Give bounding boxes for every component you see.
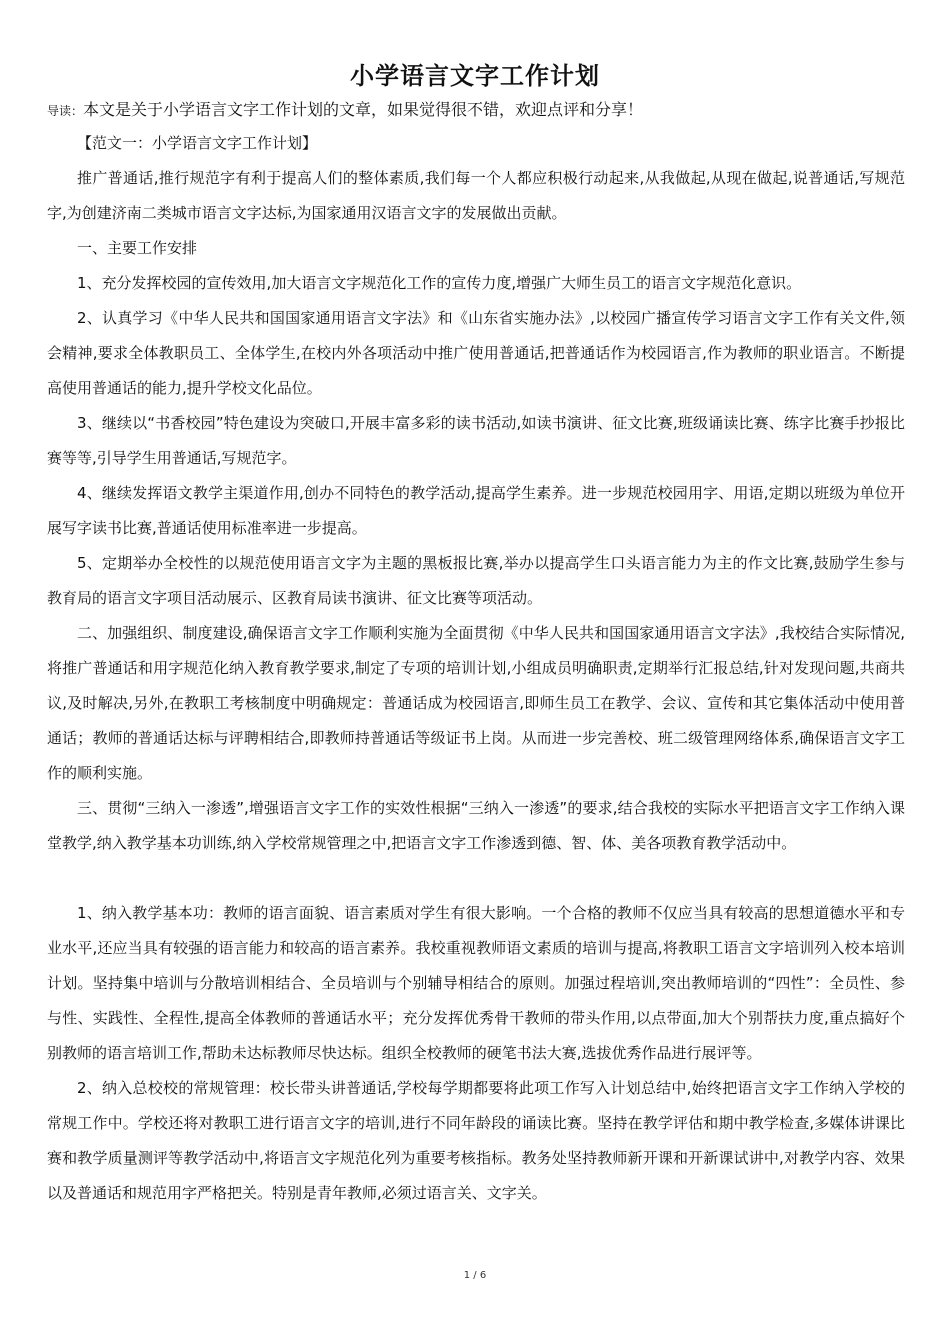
heading-main-arrangements: 一、主要工作安排 xyxy=(77,239,198,257)
lead-text: 本文是关于小学语言文字工作计划的文章，如果觉得很不错，欢迎点评和分享！ xyxy=(83,100,644,119)
document-body xyxy=(47,126,905,1211)
paragraph-item-4: 4、继续发挥语文教学主渠道作用,创办不同特色的教学活动,提高学生素养。进一步规范校园用字、用语,定期以班级为单位开展写字读书比赛,普通话使用标准率进一步提高。 xyxy=(47,484,905,537)
lead-intro xyxy=(47,97,917,120)
paragraph-subitem-2: 2、纳入总校校的常规管理：校长带头讲普通话,学校每学期都要将此项工作写入计划总结中,始终把语言文字工作纳入学校的常规工作中。学校还将对教职工进行语言文字的培训,进行不同年龄段的诵读比赛。坚持在教学评估和期中教学检查,多媒体讲课比赛和教学质量测评等教学活动中,将语言文字规范化列为重要考核指标。教务处坚持教师新开课和开新课试讲中,对教学内容、效果以及普通话和规范用字严格把关。特别是青年教师,必须过语言关、文字关。 xyxy=(47,1079,905,1202)
paragraph-section-three: 三、贯彻“三纳入一渗透”,增强语言文字工作的实效性根据“三纳入一渗透”的要求,结合我校的实际水平把语言文字工作纳入课堂教学,纳入教学基本功训练,纳入学校常规管理之中,把语言文字工作渗透到德、智、体、美各项教育教学活动中。 xyxy=(47,799,905,852)
paragraph-item-2: 2、认真学习《中华人民共和国国家通用语言文字法》和《山东省实施办法》,以校园广播宣传学习语言文字工作有关文件,领会精神,要求全体教职员工、全体学生,在校内外各项活动中推广使用普通话,把普通话作为校园语言,作为教师的职业语言。不断提高使用普通话的能力,提升学校文化品位。 xyxy=(47,309,905,397)
paragraph-item-5: 5、定期举办全校性的以规范使用语言文字为主题的黑板报比赛,举办以提高学生口头语言能力为主的作文比赛,鼓励学生参与教育局的语言文字项目活动展示、区教育局读书演讲、征文比赛等项活动。 xyxy=(47,554,905,607)
paragraph-subitem-1: 1、纳入教学基本功：教师的语言面貌、语言素质对学生有很大影响。一个合格的教师不仅应当具有较高的思想道德水平和专业水平,还应当具有较强的语言能力和较高的语言素养。我校重视教师语文素质的培训与提高,将教职工语言文字培训列入校本培训计划。坚持集中培训与分散培训相结合、全员培训与个别辅导相结合的原则。加强过程培训,突出教师培训的“四性”：全员性、参与性、实践性、全程性,提高全体教师的普通话水平；充分发挥优秀骨干教师的带头作用,以点带面,加大个别帮扶力度,重点搞好个别教师的语言培训工作,帮助未达标教师尽快达标。组织全校教师的硬笔书法大赛,选拔优秀作品进行展评等。 xyxy=(47,904,905,1062)
page-number: 1 / 6 xyxy=(463,1270,487,1281)
paragraph-item-3: 3、继续以“书香校园”特色建设为突破口,开展丰富多彩的读书活动,如读书演讲、征文比赛,班级诵读比赛、练字比赛手抄报比赛等等,引导学生用普通话,写规范字。 xyxy=(47,414,905,467)
section-heading-sample-one: 【范文一：小学语言文字工作计划】 xyxy=(77,134,318,152)
paragraph-section-two: 二、加强组织、制度建设,确保语言文字工作顺利实施为全面贯彻《中华人民共和国国家通用语言文字法》,我校结合实际情况,将推广普通话和用字规范化纳入教育教学要求,制定了专项的培训计划,小组成员明确职责,定期举行汇报总结,针对发现问题,共商共议,及时解决,另外,在教职工考核制度中明确规定：普通话成为校园语言,即师生员工在教学、会议、宣传和其它集体活动中使用普通话；教师的普通话达标与评聘相结合,即教师持普通话等级证书上岗。从而进一步完善校、班二级管理网络体系,确保语言文字工作的顺利实施。 xyxy=(47,624,905,782)
document-title: 小学语言文字工作计划 xyxy=(350,62,600,90)
lead-label: 导读： xyxy=(47,104,84,118)
paragraph-intro: 推广普通话,推行规范字有利于提高人们的整体素质,我们每一个人都应积极行动起来,从我做起,从现在做起,说普通话,写规范字,为创建济南二类城市语言文字达标,为国家通用汉语言文字的发展做出贡献。 xyxy=(47,169,905,222)
paragraph-item-1: 1、充分发挥校园的宣传效用,加大语言文字规范化工作的宣传力度,增强广大师生员工的语言文字规范化意识。 xyxy=(77,274,802,292)
